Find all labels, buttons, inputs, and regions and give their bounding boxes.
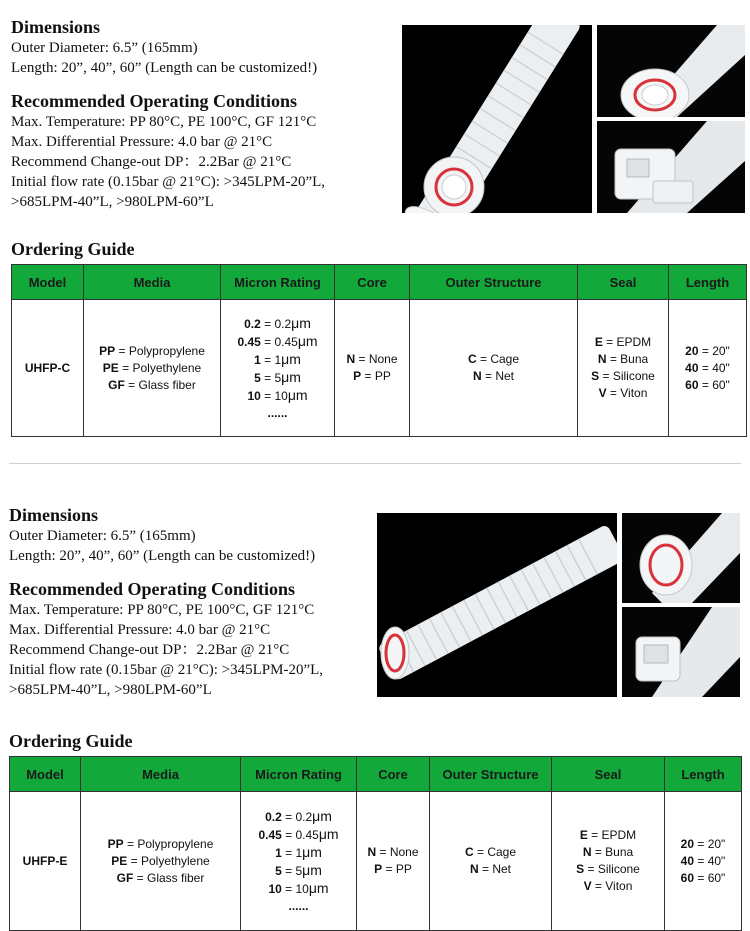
flow-rate-text-2: >685LPM-40”L, >980LPM-60”L bbox=[9, 682, 212, 698]
conditions-heading: Recommended Operating Conditions bbox=[9, 579, 296, 599]
changeout-text: Recommend Change-out DP：2.2Bar @ 21°C bbox=[11, 154, 292, 170]
core-option: N = None bbox=[346, 352, 398, 366]
header-outer-structure: Outer Structure bbox=[430, 757, 552, 792]
media-option: GF = Glass fiber bbox=[108, 377, 196, 392]
micron-option: 0.45 = 0.45μm bbox=[237, 332, 318, 349]
seal-option: S = Silicone bbox=[576, 862, 640, 876]
length-option: 40 = 40" bbox=[680, 853, 726, 868]
micron-option: 1 = 1μm bbox=[275, 843, 322, 860]
product-section-uhfp-c bbox=[0, 0, 750, 445]
product-section-uhfp-e bbox=[0, 490, 750, 931]
media-option: GF = Glass fiber bbox=[116, 870, 205, 885]
ordering-guide-table bbox=[9, 756, 742, 931]
media-cell bbox=[84, 300, 221, 437]
conditions-heading: Recommended Operating Conditions bbox=[11, 91, 298, 111]
header-seal: Seal bbox=[552, 757, 665, 792]
media-option: PP = Polypropylene bbox=[107, 836, 214, 851]
length-option: 40 = 40" bbox=[685, 360, 730, 375]
seal-cell bbox=[578, 300, 669, 437]
length-text: Length: 20”, 40”, 60” (Length can be customized!) bbox=[9, 548, 316, 564]
header-model: Model bbox=[10, 757, 81, 792]
micron-option: 10 = 10μm bbox=[247, 386, 308, 403]
model-cell: UHFP-C bbox=[12, 300, 84, 437]
micron-option: 0.45 = 0.45μm bbox=[258, 825, 339, 842]
filter-photo-seal-detail bbox=[622, 513, 740, 603]
max-temperature-text: Max. Temperature: PP 80°C, PE 100°C, GF 121°C bbox=[11, 114, 317, 130]
micron-option: 0.2 = 0.2μm bbox=[265, 807, 332, 824]
header-core: Core bbox=[335, 265, 410, 300]
header-outer-structure: Outer Structure bbox=[410, 265, 578, 300]
dimensions-heading: Dimensions bbox=[11, 17, 101, 37]
header-length: Length bbox=[665, 757, 742, 792]
outer-diameter-text: Outer Diameter: 6.5” (165mm) bbox=[9, 528, 196, 544]
outer-option: N = Net bbox=[469, 862, 512, 876]
media-option: PE = Polyethylene bbox=[111, 853, 210, 868]
core-option: N = None bbox=[367, 845, 419, 859]
spec-block bbox=[9, 504, 389, 700]
micron-option: 10 = 10μm bbox=[268, 879, 329, 896]
max-pressure-text: Max. Differential Pressure: 4.0 bar @ 21°C bbox=[9, 622, 271, 638]
length-option: 20 = 20" bbox=[685, 343, 730, 358]
outer-option: C = Cage bbox=[464, 845, 517, 859]
table-header-row bbox=[10, 757, 742, 792]
flow-rate-text: Initial flow rate (0.15bar @ 21°C): >345LPM-20”L, bbox=[9, 662, 324, 678]
length-cell bbox=[665, 792, 742, 931]
micron-option: 5 = 5μm bbox=[254, 368, 301, 385]
seal-option: V = Viton bbox=[598, 386, 648, 400]
header-media: Media bbox=[81, 757, 241, 792]
outer-diameter-text: Outer Diameter: 6.5” (165mm) bbox=[11, 40, 198, 56]
core-option: P = PP bbox=[353, 369, 391, 383]
media-cell bbox=[81, 792, 241, 931]
micron-option: 1 = 1μm bbox=[254, 350, 301, 367]
micron-option: 0.2 = 0.2μm bbox=[244, 314, 311, 331]
length-text: Length: 20”, 40”, 60” (Length can be customized!) bbox=[11, 60, 318, 76]
length-cell bbox=[669, 300, 747, 437]
seal-option: E = EPDM bbox=[594, 335, 652, 349]
length-option: 60 = 60" bbox=[680, 870, 726, 885]
ordering-guide-heading: Ordering Guide bbox=[9, 731, 133, 751]
filter-photo-cage-detail bbox=[622, 607, 740, 697]
media-option: PP = Polypropylene bbox=[99, 343, 205, 358]
seal-option: E = EPDM bbox=[579, 828, 637, 842]
filter-photo-main bbox=[402, 25, 592, 213]
seal-cell bbox=[552, 792, 665, 931]
filter-photo-cage-detail bbox=[597, 121, 745, 213]
length-option: 60 = 60" bbox=[685, 377, 730, 392]
outer-structure-cell bbox=[430, 792, 552, 931]
micron-more: ...... bbox=[288, 898, 309, 913]
max-temperature-text: Max. Temperature: PP 80°C, PE 100°C, GF 121°C bbox=[9, 602, 315, 618]
header-micron-rating: Micron Rating bbox=[241, 757, 357, 792]
outer-option: C = Cage bbox=[467, 352, 520, 366]
header-length: Length bbox=[669, 265, 747, 300]
table-header-row bbox=[12, 265, 747, 300]
micron-cell bbox=[221, 300, 335, 437]
model-cell: UHFP-E bbox=[10, 792, 81, 931]
flow-rate-text: Initial flow rate (0.15bar @ 21°C): >345LPM-20”L, bbox=[11, 174, 326, 190]
micron-more: ...... bbox=[267, 405, 288, 420]
outer-option: N = Net bbox=[472, 369, 515, 383]
outer-structure-cell bbox=[410, 300, 578, 437]
micron-option: 5 = 5μm bbox=[275, 861, 322, 878]
ordering-guide-heading: Ordering Guide bbox=[11, 239, 135, 259]
core-cell bbox=[335, 300, 410, 437]
filter-photo-main bbox=[377, 513, 617, 697]
seal-option: N = Buna bbox=[597, 352, 649, 366]
micron-cell bbox=[241, 792, 357, 931]
header-media: Media bbox=[84, 265, 221, 300]
header-model: Model bbox=[12, 265, 84, 300]
core-option: P = PP bbox=[374, 862, 412, 876]
media-option: PE = Polyethylene bbox=[102, 360, 202, 375]
ordering-guide-table bbox=[11, 264, 747, 437]
header-core: Core bbox=[357, 757, 430, 792]
flow-rate-text-2: >685LPM-40”L, >980LPM-60”L bbox=[11, 194, 214, 210]
filter-photo-seal-detail bbox=[597, 25, 745, 117]
seal-option: V = Viton bbox=[583, 879, 633, 893]
length-option: 20 = 20" bbox=[680, 836, 726, 851]
changeout-text: Recommend Change-out DP：2.2Bar @ 21°C bbox=[9, 642, 290, 658]
table-row bbox=[10, 792, 742, 931]
seal-option: N = Buna bbox=[582, 845, 634, 859]
section-divider bbox=[9, 463, 741, 464]
header-micron-rating: Micron Rating bbox=[221, 265, 335, 300]
spec-block bbox=[11, 16, 391, 212]
dimensions-heading: Dimensions bbox=[9, 505, 99, 525]
table-row bbox=[12, 300, 747, 437]
core-cell bbox=[357, 792, 430, 931]
header-seal: Seal bbox=[578, 265, 669, 300]
max-pressure-text: Max. Differential Pressure: 4.0 bar @ 21°C bbox=[11, 134, 273, 150]
seal-option: S = Silicone bbox=[591, 369, 655, 383]
